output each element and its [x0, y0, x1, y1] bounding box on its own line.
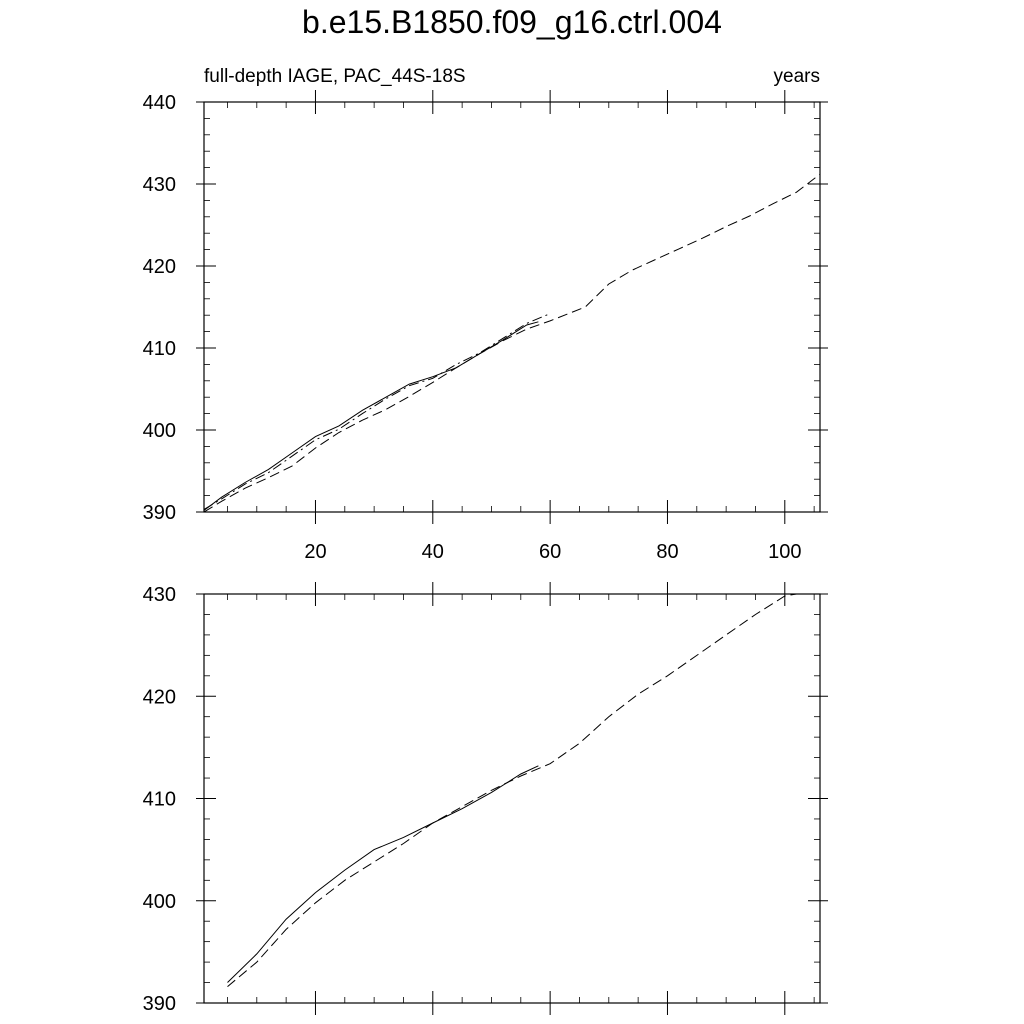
panel-title-left: full-depth IAGE, PAC_44S-18S: [204, 66, 466, 87]
y-tick-label: 400: [142, 420, 176, 442]
y-tick-label: 390: [142, 502, 176, 524]
series-line-long-dash: [204, 174, 820, 512]
y-tick-label: 410: [142, 788, 176, 811]
x-tick-label: 20: [304, 541, 327, 563]
chart-panel-bottom: [143, 582, 828, 1015]
y-tick-label: 420: [142, 686, 176, 709]
series-line-long-dash: [228, 594, 797, 987]
plot-frame: [204, 594, 820, 1003]
y-tick-label: 430: [142, 584, 176, 606]
y-tick-label: 410: [142, 338, 176, 360]
y-tick-label: 430: [142, 174, 176, 196]
series-line-solid: [228, 766, 539, 983]
y-tick-label: 420: [142, 256, 176, 278]
x-tick-label: 100: [768, 541, 802, 563]
chart-panel-top: [143, 66, 828, 563]
x-tick-label: 60: [539, 541, 562, 563]
panel-title-right: years: [773, 66, 820, 87]
y-tick-label: 440: [142, 92, 176, 114]
y-tick-label: 400: [142, 890, 176, 913]
y-tick-label: 390: [142, 993, 176, 1015]
x-tick-label: 80: [656, 541, 679, 563]
series-line-solid: [204, 322, 538, 511]
x-tick-label: 40: [421, 541, 444, 563]
figure-title: b.e15.B1850.f09_g16.ctrl.004: [302, 4, 722, 40]
